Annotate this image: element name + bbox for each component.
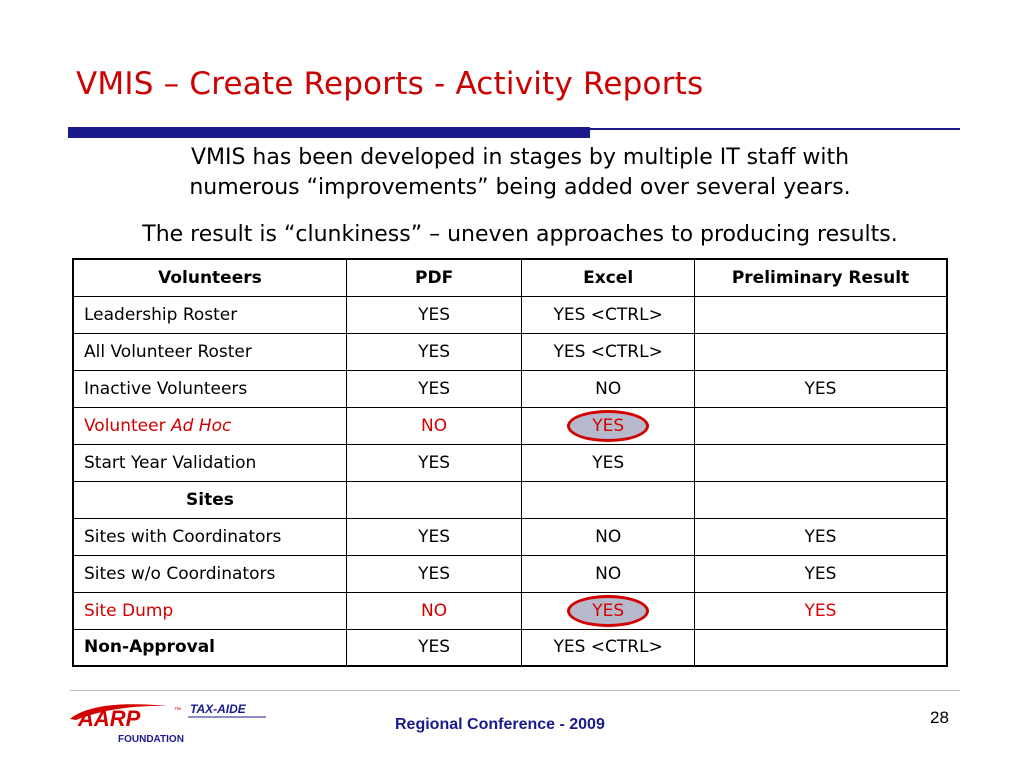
- logo-wordmark: AARP: [78, 706, 141, 731]
- table-row: [73, 370, 947, 407]
- logo-tagline: TAX-AIDE: [190, 702, 246, 716]
- cell-prelim: [695, 481, 947, 518]
- row-label: Inactive Volunteers: [73, 370, 346, 407]
- cell-excel: [522, 481, 695, 518]
- cell-excel: YES <CTRL>: [522, 333, 695, 370]
- intro-paragraph: [60, 143, 980, 203]
- circled-highlight: YES: [567, 410, 649, 442]
- aarp-tax-aide-logo: [68, 700, 268, 746]
- row-label: Start Year Validation: [73, 444, 346, 481]
- cell-excel: YES: [522, 444, 695, 481]
- page-number: 28: [930, 708, 949, 727]
- cell-prelim: [695, 333, 947, 370]
- cell-excel: YES <CTRL>: [522, 296, 695, 333]
- cell-prelim: YES: [695, 555, 947, 592]
- table-row: [73, 296, 947, 333]
- row-label: Site Dump: [73, 592, 346, 629]
- header-excel: Excel: [522, 259, 695, 296]
- cell-pdf: YES: [346, 555, 521, 592]
- intro-line-2: numerous “improvements” being added over several years.: [189, 175, 851, 200]
- row-label: All Volunteer Roster: [73, 333, 346, 370]
- cell-pdf: [346, 481, 521, 518]
- cell-pdf: YES: [346, 518, 521, 555]
- cell-excel: NO: [522, 370, 695, 407]
- row-label-italic: Ad Hoc: [170, 415, 232, 436]
- table-row: [73, 518, 947, 555]
- conference-footer: Regional Conference - 2009: [395, 716, 605, 733]
- row-label: Sites with Coordinators: [73, 518, 346, 555]
- cell-prelim: YES: [695, 370, 947, 407]
- reports-table: [72, 258, 948, 667]
- cell-pdf: YES: [346, 629, 521, 666]
- row-label-plain: Volunteer: [84, 415, 171, 436]
- cell-pdf: YES: [346, 444, 521, 481]
- table-row-highlighted: [73, 592, 947, 629]
- table-header-row: [73, 259, 947, 296]
- cell-pdf: NO: [346, 407, 521, 444]
- cell-excel: NO: [522, 555, 695, 592]
- intro-line-1: VMIS has been developed in stages by multiple IT staff with: [190, 145, 850, 170]
- table-row: [73, 629, 947, 666]
- table-section-row: [73, 481, 947, 518]
- cell-excel: NO: [522, 518, 695, 555]
- section-label-sites: Sites: [73, 481, 346, 518]
- table-row: [73, 333, 947, 370]
- cell-pdf: NO: [346, 592, 521, 629]
- row-label: Leadership Roster: [73, 296, 346, 333]
- cell-prelim: [695, 296, 947, 333]
- cell-prelim: YES: [695, 592, 947, 629]
- circled-highlight: YES: [567, 595, 649, 627]
- title-rule-thick: [68, 127, 590, 138]
- header-preliminary-result: Preliminary Result: [695, 259, 947, 296]
- slide-title: VMIS – Create Reports - Activity Reports: [76, 66, 704, 102]
- cell-pdf: YES: [346, 296, 521, 333]
- cell-prelim: [695, 629, 947, 666]
- cell-pdf: YES: [346, 370, 521, 407]
- header-pdf: PDF: [346, 259, 521, 296]
- table-row: [73, 555, 947, 592]
- footer-rule: [70, 690, 960, 691]
- logo-foundation: FOUNDATION: [118, 734, 184, 745]
- intro-line-3: The result is “clunkiness” – uneven approaches to producing results.: [142, 222, 898, 247]
- header-volunteers: Volunteers: [73, 259, 346, 296]
- title-rule-thin: [590, 128, 960, 130]
- row-label: Non-Approval: [73, 629, 346, 666]
- cell-pdf: YES: [346, 333, 521, 370]
- table-row-highlighted: [73, 407, 947, 444]
- row-label: Sites w/o Coordinators: [73, 555, 346, 592]
- cell-prelim: [695, 444, 947, 481]
- cell-excel: [522, 592, 695, 629]
- logo-trademark: ™: [174, 707, 181, 714]
- cell-excel: [522, 407, 695, 444]
- table-row: [73, 444, 947, 481]
- row-label: [73, 407, 346, 444]
- cell-prelim: [695, 407, 947, 444]
- cell-prelim: YES: [695, 518, 947, 555]
- cell-excel: YES <CTRL>: [522, 629, 695, 666]
